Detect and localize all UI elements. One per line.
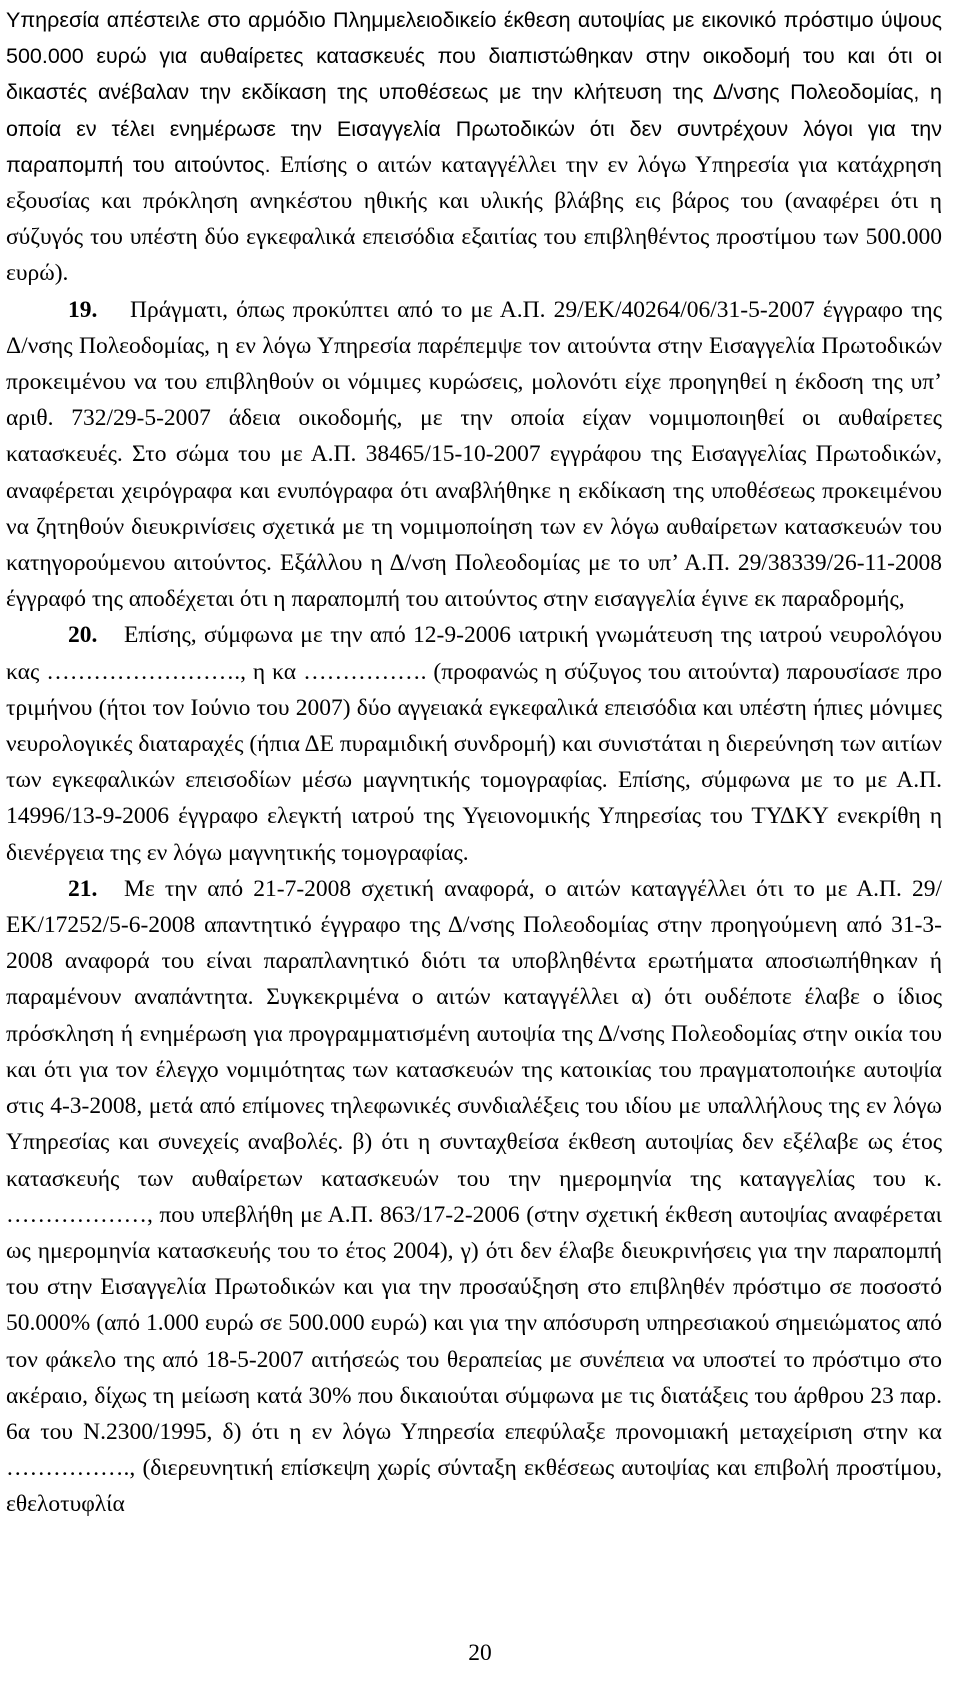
intro-text-sans: Υπηρεσία απέστειλε στο αρμόδιο Πλημμελειοδικείο έκθεση αυτοψίας με εικονικό πρόστιμο ύψους 500.000 ευρώ για αυθαίρετες κατασκευές που διαπιστώθηκαν στην οικοδομή του και ότι οι δικαστές ανέβαλαν την εκδίκαση της υποθέσεως με την κλήτευση της Δ/νσης Πολεοδομίας, η οποία εν τέλει ενημέρωσε την Εισαγγελία Πρωτοδικών ότι δεν συντρέχουν λόγοι για την παραπομπή του αιτούντος. — [6, 8, 942, 177]
intro-paragraph — [6, 2, 942, 292]
paragraph-20 — [6, 617, 942, 870]
paragraph-19-number: 19. — [68, 296, 98, 323]
paragraph-20-text: Επίσης, σύμφωνα με την από 12-9-2006 ιατρική γνωμάτευση της ιατρού νευρολόγου κας ……………………., η κα ……………. (προφανώς η σύζυγος του αιτούντα) παρουσίασε προ τριμήνου (ήτοι τον Ιούνιο του 2007) δύο αγγειακά εγκεφαλικά επεισόδια και υπέστη ήπιες μόνιμες νευρολογικές διαταραχές (ήπια ΔΕ πυραμιδική συνδρομή) και συνιστάται η διερεύνηση των αιτίων των εγκεφαλικών επεισοδίων μέσω μαγνητικής τομογραφίας. Επίσης, σύμφωνα με το με Α.Π. 14996/13-9-2006 έγγραφο ελεγκτή ιατρού της Υγειονομικής Υπηρεσίας του ΤΥΔΚΥ ενεκρίθη η διενέργεια της εν λόγω μαγνητικής τομογραφίας. — [6, 622, 942, 866]
paragraph-21-number: 21. — [68, 875, 98, 902]
paragraph-21-text: Με την από 21-7-2008 σχετική αναφορά, ο αιτών καταγγέλλει ότι το με Α.Π. 29/ΕΚ/17252/5-6-2008 απαντητικό έγγραφο της Δ/νσης Πολεοδομίας στην προηγούμενη από 31-3-2008 αναφορά του είναι παραπλανητικό διότι τα υποβληθέντα ερωτήματα αποσιωπήθηκαν ή παραμένουν αναπάντητα. Συγκεκριμένα ο αιτών καταγγέλλει α) ότι ουδέποτε έλαβε ο ίδιος πρόσκληση ή ενημέρωση για προγραμματισμένη αυτοψία της Δ/νσης Πολεοδομίας στην οικία του και ότι για τον έλεγχο νομιμότητας των κατασκευών της κατοικίας του πραγματοποιήκε αυτοψία στις 4-3-2008, μετά από επίμονες τηλεφωνικές συνδιαλέξεις του ιδίου με υπαλλήλους της εν λόγω Υπηρεσίας και συνεχείς αναβολές. β) ότι η συνταχθείσα έκθεση αυτοψίας δεν εξέλαβε ως έτος κατασκευής των αυθαίρετων κατασκευών του την ημερομηνία της καταγγελίας του κ. ………………, που υπεβλήθη με Α.Π. 863/17-2-2006 (στην σχετική έκθεση αυτοψίας αναφέρεται ως ημερομηνία κατασκευής του το έτος 2004), γ) ότι δεν έλαβε διευκρινήσεις για την παραπομπή του στην Εισαγγελία Πρωτοδικών και για την προσαύξηση στο επιβληθέν πρόστιμο σε ποσοστό 50.000% (από 1.000 ευρώ σε 500.000 ευρώ) και για την απόσυρση υπηρεσιακού σημειώματος από τον φάκελο της από 18-5-2007 αιτήσεώς του θεραπείας με συνέπεια να υποστεί το πρόστιμο στο ακέραιο, δίχως τη μείωση κατά 30% που δικαιούται σύμφωνα με τις διατάξεις του άρθρου 23 παρ. 6α του Ν.2300/1995, δ) ότι η εν λόγω Υπηρεσία επεφύλαξε προνομιακή μεταχείριση στην κα ……………., (διερευνητική επίσκεψη χωρίς σύνταξη εκθέσεως αυτοψίας και επιβολή προστίμου, εθελοτυφλία — [6, 875, 942, 1518]
intro-text-serif: Επίσης ο αιτών καταγγέλλει την εν λόγω Υπηρεσία για κατάχρηση εξουσίας και πρόκληση ανηκέστου ηθικής και υλικής βλάβης εις βάρος του (αναφέρει ότι η σύζυγός του υπέστη δύο εγκεφαλικά επεισόδια εξαιτίας του επιβληθέντος προστίμου των 500.000 ευρώ). — [6, 151, 942, 287]
paragraph-20-number: 20. — [68, 622, 98, 649]
paragraph-19-text: Πράγματι, όπως προκύπτει από το με Α.Π. 29/ΕΚ/40264/06/31-5-2007 έγγραφο της Δ/νσης Πολεοδομίας, η εν λόγω Υπηρεσία παρέπεμψε τον αιτούντα στην Εισαγγελία Πρωτοδικών προκειμένου να του επιβληθούν οι νόμιμες κυρώσεις, μολονότι είχε προηγηθεί η έκδοση της υπ’ αριθ. 732/29-5-2007 άδεια οικοδομής, με την οποία είχαν νομιμοποιηθεί οι αυθαίρετες κατασκευές. Στο σώμα του με Α.Π. 38465/15-10-2007 εγγράφου της Εισαγγελίας Πρωτοδικών, αναφέρεται χειρόγραφα και ενυπόγραφα ότι αναβλήθηκε η εκδίκαση της υποθέσεως προκειμένου να ζητηθούν διευκρινίσεις σχετικά με τη νομιμοποίηση των εν λόγω αυθαίρετων κατασκευών του κατηγορούμενου αιτούντος. Εξάλλου η Δ/νση Πολεοδομίας με το υπ’ Α.Π. 29/38339/26-11-2008 έγγραφό της αποδέχεται ότι η παραπομπή του αιτούντος στην εισαγγελία έγινε εκ παραδρομής, — [6, 296, 942, 613]
page-number: 20 — [468, 1640, 492, 1666]
paragraph-21 — [6, 871, 942, 1523]
paragraph-19 — [6, 292, 942, 618]
